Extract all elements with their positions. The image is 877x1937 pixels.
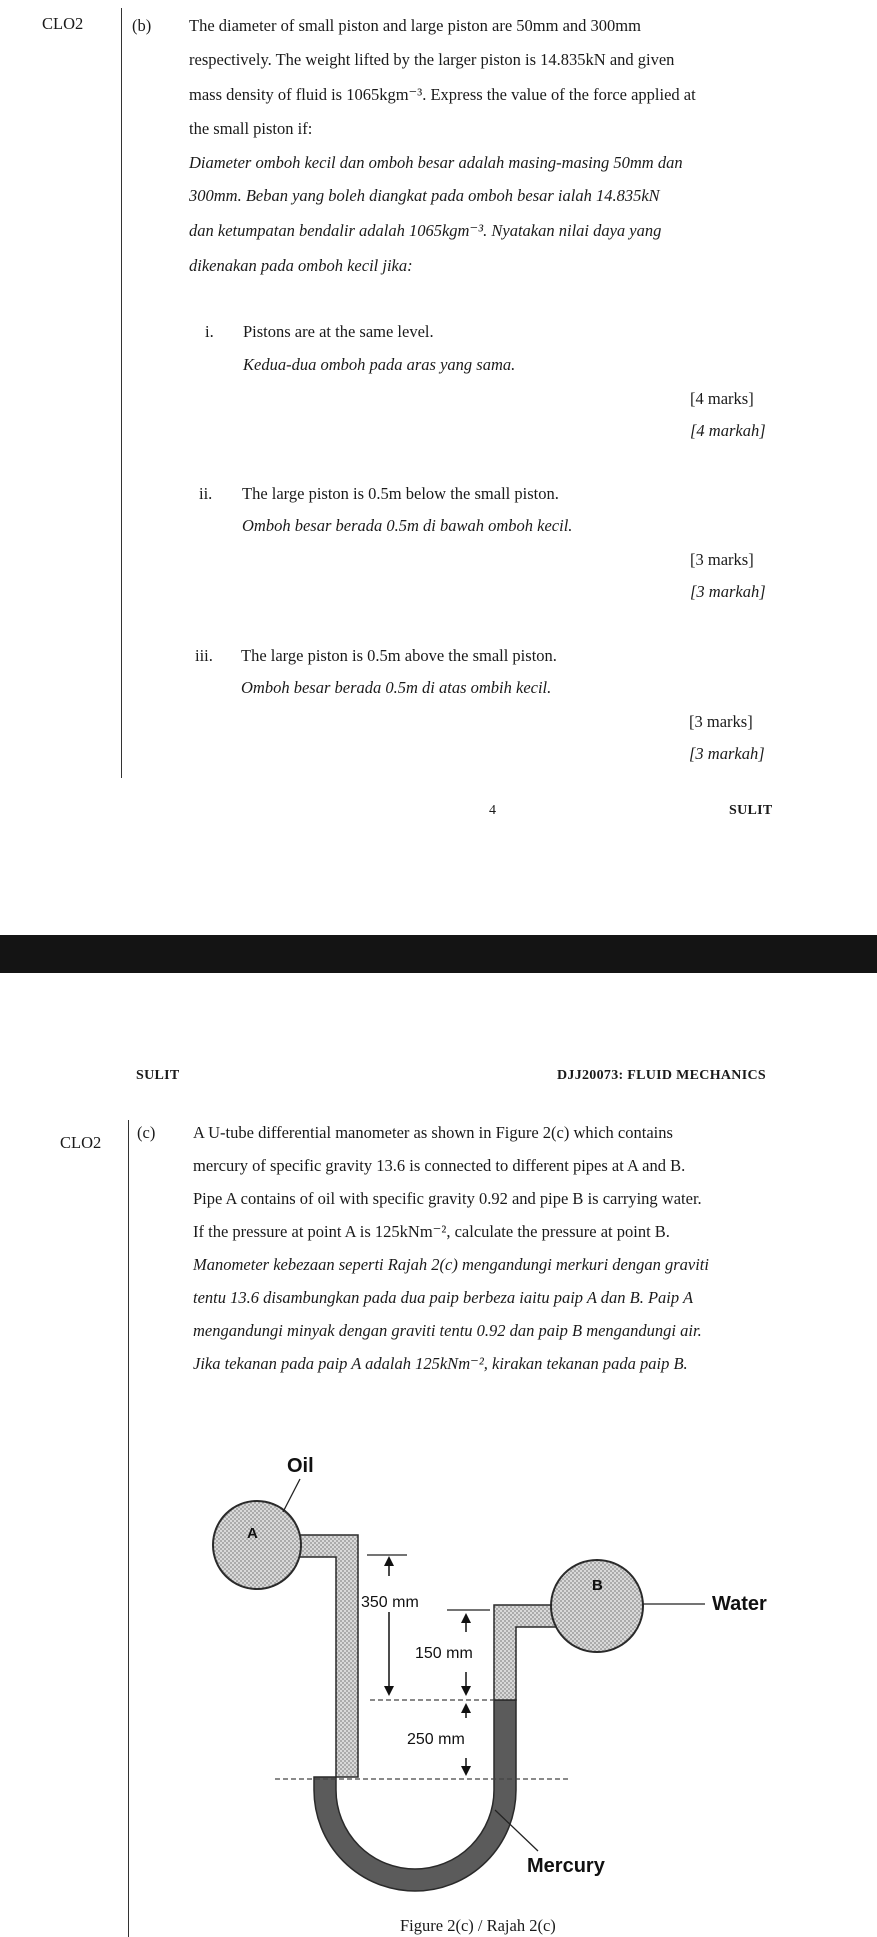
- label-b: B: [592, 1577, 603, 1594]
- arrow-down-icon: [461, 1766, 471, 1776]
- marks-ms: [3 markah]: [689, 744, 765, 763]
- marks-ms: [4 markah]: [690, 421, 766, 440]
- label-mercury: Mercury: [527, 1855, 605, 1877]
- part-label: (b): [132, 16, 152, 35]
- figure-caption: Figure 2(c) / Rajah 2(c): [400, 1916, 556, 1935]
- label-a: A: [247, 1525, 258, 1542]
- arrow-up-icon: [384, 1556, 394, 1566]
- oil-leader: [283, 1479, 300, 1512]
- manometer-figure: [0, 1440, 877, 1937]
- arrow-down-icon: [384, 1686, 394, 1696]
- clo-label: CLO2: [42, 14, 84, 33]
- pipe-b: [551, 1560, 643, 1652]
- marks-ms: [3 markah]: [690, 582, 766, 601]
- arrow-down-icon: [461, 1686, 471, 1696]
- label-water: Water: [712, 1593, 767, 1615]
- dim-350: 350 mm: [361, 1594, 419, 1611]
- part-label: (c): [137, 1123, 156, 1142]
- label-oil: Oil: [287, 1455, 314, 1477]
- page-separator: [0, 935, 877, 973]
- clo-label: CLO2: [60, 1133, 102, 1152]
- margin-line: [121, 8, 122, 778]
- footer-sulit: SULIT: [729, 803, 773, 818]
- dim-150: 150 mm: [415, 1645, 473, 1662]
- dim-250: 250 mm: [407, 1731, 465, 1748]
- page-number: 4: [489, 803, 497, 818]
- marks-en: [4 marks]: [690, 389, 754, 408]
- header-sulit: SULIT: [136, 1068, 180, 1083]
- marks-en: [3 marks]: [689, 712, 753, 731]
- header-course: DJJ20073: FLUID MECHANICS: [557, 1068, 766, 1083]
- pipe-a: [213, 1501, 301, 1589]
- marks-en: [3 marks]: [690, 550, 754, 569]
